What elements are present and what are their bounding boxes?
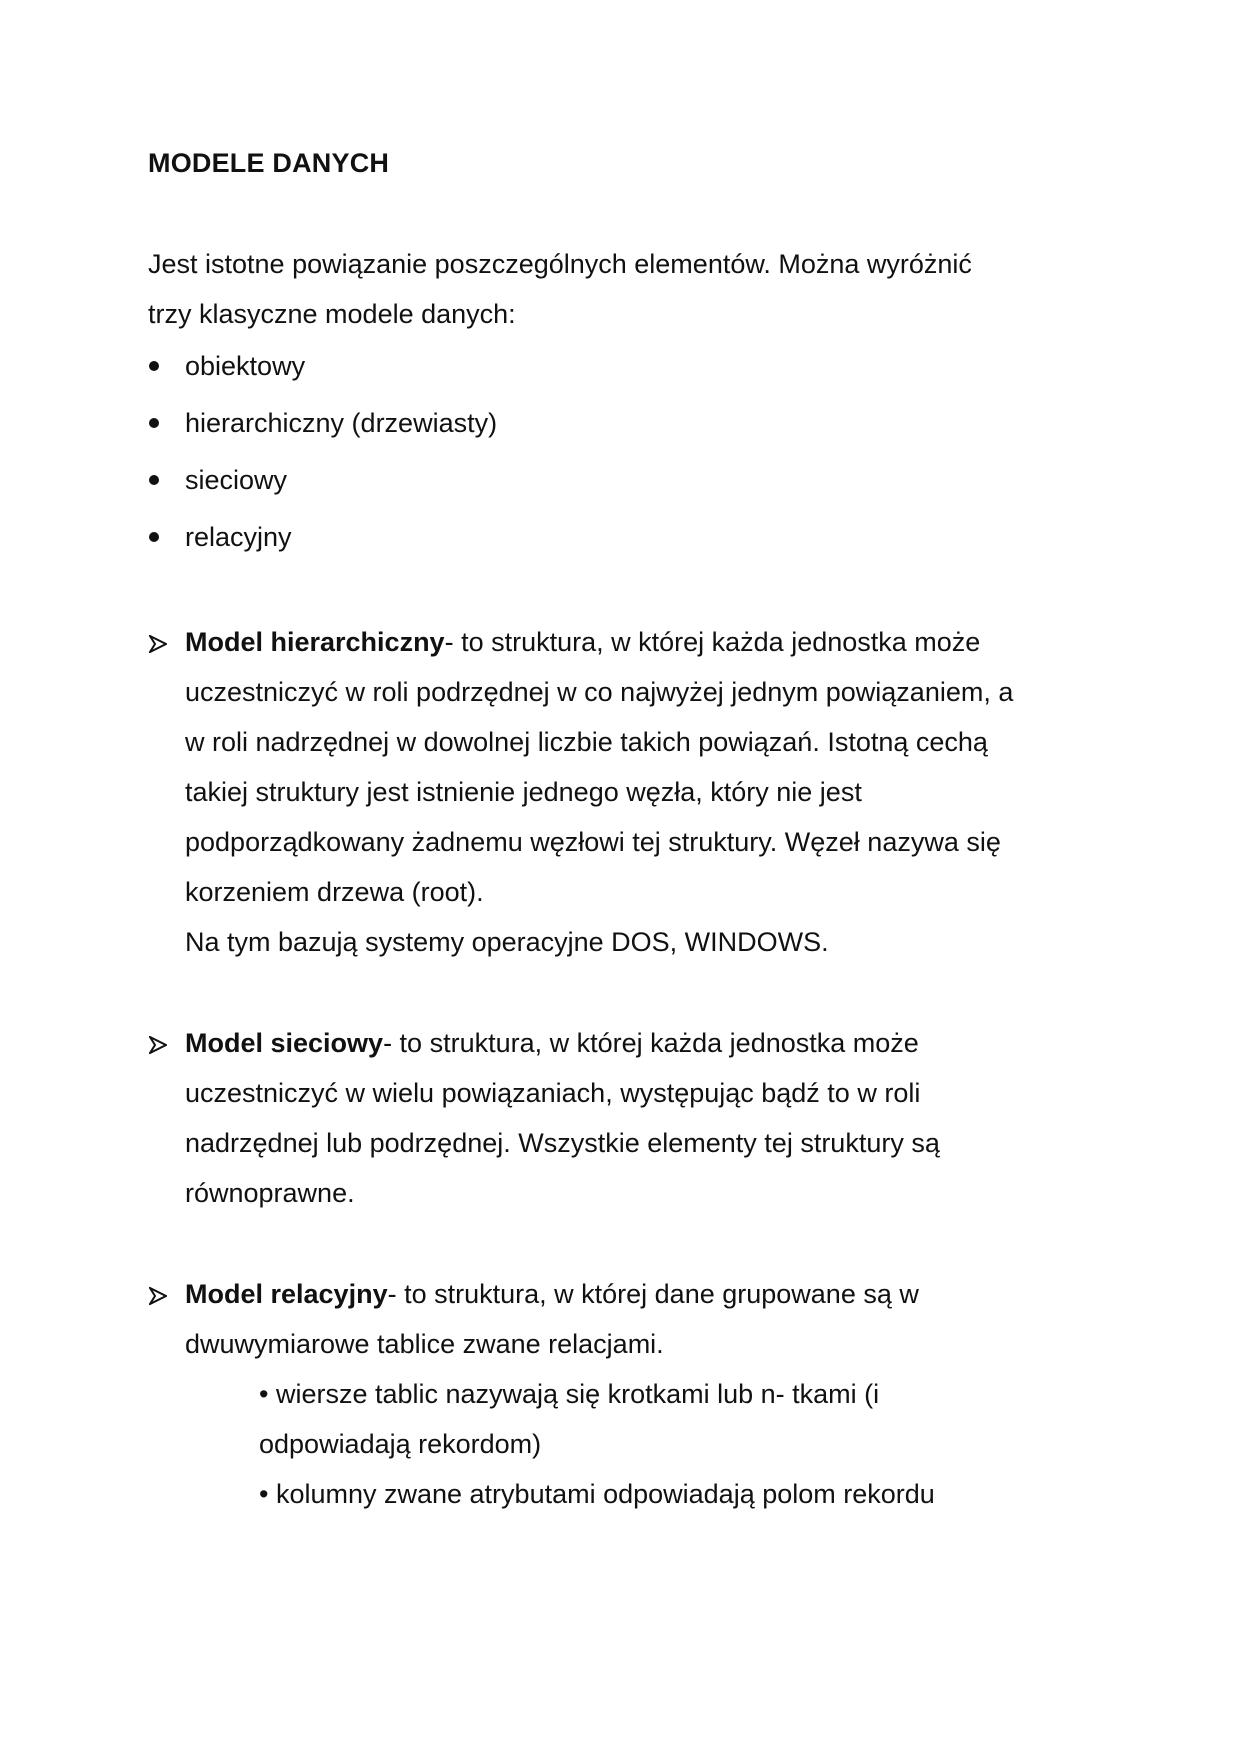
section-text: - to struktura, w której każda jednostka może — [383, 1028, 919, 1058]
section-hierarchiczny-line-6: korzeniem drzewa (root). — [185, 877, 484, 907]
section-hierarchiczny-line-1 — [185, 626, 980, 658]
arrow-bullet-icon — [149, 1287, 167, 1305]
intro-line-1: Jest istotne powiązanie poszczególnych elementów. Można wyróżnić — [148, 249, 972, 279]
list-item-obiektowy: obiektowy — [185, 351, 306, 381]
section-hierarchiczny-line-7: Na tym bazują systemy operacyjne DOS, WINDOWS. — [185, 927, 829, 957]
section-sieciowy-line-2: uczestniczyć w wielu powiązaniach, występując bądź to w roli — [185, 1078, 921, 1108]
section-hierarchiczny-line-5: podporządkowany żadnemu węzłowi tej struktury. Węzeł nazywa się — [185, 827, 1001, 857]
arrow-bullet-icon — [149, 635, 167, 653]
term-model-hierarchiczny: Model hierarchiczny — [185, 627, 445, 657]
list-item-relacyjny: relacyjny — [185, 522, 292, 552]
section-text: - to struktura, w której dane grupowane są w — [387, 1279, 919, 1309]
section-sieciowy-line-3: nadrzędnej lub podrzędnej. Wszystkie elementy tej struktury są — [185, 1128, 940, 1158]
intro-line-2: trzy klasyczne modele danych: — [148, 299, 516, 329]
arrow-bullet-icon — [149, 1036, 167, 1054]
section-text: - to struktura, w której każda jednostka może — [444, 627, 981, 657]
bullet-dot-icon — [149, 418, 159, 428]
section-sieciowy-line-1 — [185, 1027, 919, 1059]
section-relacyjny-line-2: dwuwymiarowe tablice zwane relacjami. — [185, 1329, 664, 1359]
bullet-dot-icon — [149, 532, 159, 542]
term-model-sieciowy: Model sieciowy — [185, 1028, 384, 1058]
section-hierarchiczny-line-4: takiej struktury jest istnienie jednego węzła, który nie jest — [185, 777, 862, 807]
subpoint-wiersze-cont: odpowiadają rekordom) — [259, 1429, 542, 1459]
bullet-dot-icon — [149, 361, 159, 371]
bullet-dot-icon — [149, 475, 159, 485]
section-relacyjny-line-1 — [185, 1278, 919, 1310]
list-item-hierarchiczny: hierarchiczny (drzewiasty) — [185, 408, 498, 438]
list-item-sieciowy: sieciowy — [185, 465, 288, 495]
page-title: MODELE DANYCH — [148, 148, 390, 178]
section-sieciowy-line-4: równoprawne. — [185, 1178, 355, 1208]
subpoint-kolumny: • kolumny zwane atrybutami odpowiadają polom rekordu — [259, 1479, 935, 1509]
section-hierarchiczny-line-3: w roli nadrzędnej w dowolnej liczbie takich powiązań. Istotną cechą — [185, 727, 988, 757]
term-model-relacyjny: Model relacyjny — [185, 1279, 388, 1309]
section-hierarchiczny-line-2: uczestniczyć w roli podrzędnej w co najwyżej jednym powiązaniem, a — [185, 677, 1014, 707]
subpoint-wiersze: • wiersze tablic nazywają się krotkami lub n- tkami (i — [259, 1379, 880, 1409]
